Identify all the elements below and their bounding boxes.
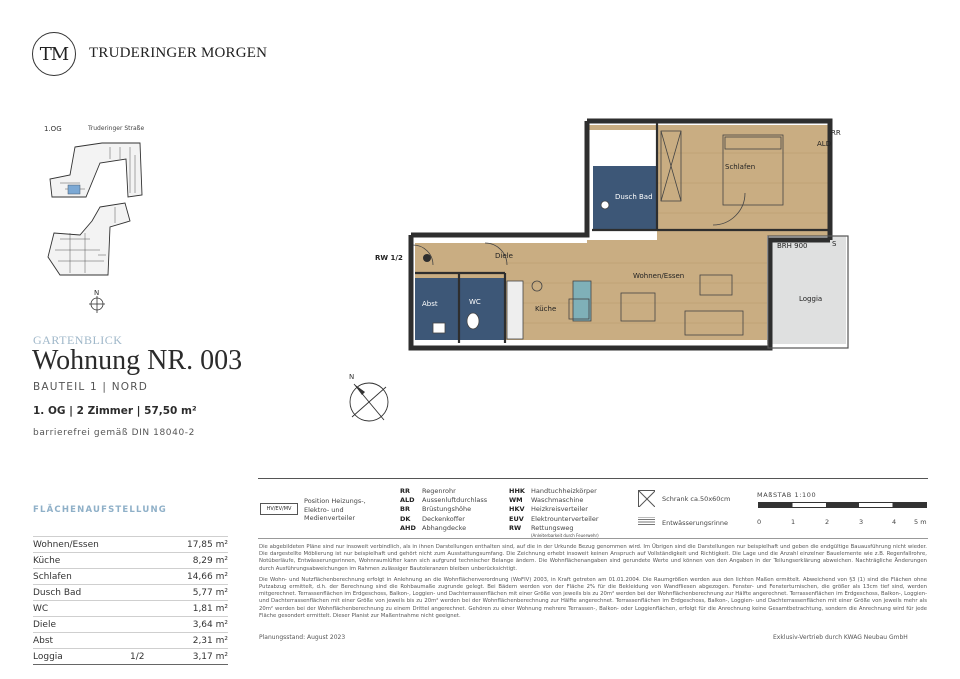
- abbreviation-list-2: HHK Handtuchheizkörper WM Waschmaschine HKV Heizkreisverteiler EUV Elektrounterverteiler RW Rettungsweg (Anleiterbarkeit durch Feuerwehr): [509, 487, 599, 539]
- key-plan-map: [40, 135, 150, 280]
- svg-text:Loggia: Loggia: [799, 295, 823, 303]
- svg-text:ALD: ALD: [817, 140, 832, 148]
- scale-tick: 5 m: [914, 518, 927, 526]
- scale-tick: 4: [892, 518, 897, 526]
- area-row: Diele 3,64 m²: [33, 616, 228, 632]
- scale-tick: 1: [791, 518, 796, 526]
- distributor-symbol: HV/EV/MV: [260, 503, 298, 515]
- brand-name: TRUDERINGER MORGEN: [89, 45, 268, 61]
- area-row: Schlafen 14,66 m²: [33, 568, 228, 584]
- area-row: WC 1,81 m²: [33, 600, 228, 616]
- area-row: Dusch Bad 5,77 m²: [33, 584, 228, 600]
- distribution-note: Exklusiv-Vertrieb durch KWAG Neubau GmbH: [773, 634, 908, 641]
- drain-symbol: [638, 517, 655, 525]
- scale-tick: 3: [859, 518, 864, 526]
- svg-text:Wohnen/Essen: Wohnen/Essen: [633, 272, 685, 280]
- cabinet-text: Schrank ca.50x60cm: [662, 495, 731, 503]
- area-row: Küche 8,29 m²: [33, 552, 228, 568]
- svg-text:Abst: Abst: [422, 300, 438, 308]
- legend-bottom-rule: [258, 538, 928, 539]
- svg-text:N: N: [94, 289, 100, 297]
- apartment-subtitle: GARTENBLICK: [33, 333, 123, 347]
- scale-bar: [758, 502, 927, 508]
- svg-text:Diele: Diele: [495, 252, 513, 260]
- keyplan-street-label: Truderinger Straße: [88, 125, 145, 132]
- svg-text:BRH 900: BRH 900: [777, 242, 808, 250]
- svg-text:RW 1/2: RW 1/2: [375, 254, 403, 262]
- keyplan-north-arrow: [85, 287, 109, 315]
- svg-text:Küche: Küche: [535, 305, 557, 313]
- area-table-heading: FLÄCHENAUFSTELLUNG: [33, 505, 167, 515]
- area-row: Wohnen/Essen 17,85 m²: [33, 536, 228, 552]
- cabinet-symbol: [638, 490, 655, 507]
- svg-text:Dusch Bad: Dusch Bad: [615, 193, 653, 201]
- apartment-title: Wohnung NR. 003: [32, 345, 243, 376]
- scale-tick: 2: [825, 518, 830, 526]
- svg-text:Schlafen: Schlafen: [725, 163, 756, 171]
- svg-text:S: S: [832, 240, 837, 248]
- planning-status: Planungsstand: August 2023: [259, 634, 346, 641]
- area-table: [33, 536, 228, 665]
- svg-text:RR: RR: [831, 129, 841, 137]
- disclaimer-text: Die abgebildeten Pläne sind nur insoweit verbindlich, als in ihnen Darstellungen enthalten sind, auf die in der Urkunde Bezug genommen wird. Im Übrigen sind die Darstellungen nur beispielhaft und geben die endgültige Bauausführung nicht wieder. Die dargestellte Möblierung ist nur beispielhaft und gehört nicht zum Ausstattungsumfang. Die Zeichnung erhebt insoweit keinen Anspruch auf Vollständigkeit und Richtigkeit. Die Lage und die Anzahl einzelner Bauelemente wie z.B. Regenfallrohre, Notüberläufe, Entwässerungsrinnen, Wohnraumlüfter kann sich aufgrund technischer Belange ändern. Die Wohnflächenangaben sind gerundete Werte und können von den Angaben in der Teilungserklärung abweichen. Nachträgliche Änderungen durch Ausführungsabweichungen im Rahmen zulässiger Bautoleranzen bleiben unberücksichtigt. Die Wohn- und Nutzflächenberechnung erfolgt in Anlehnung an die Wohnflächenverordnung (WoFIV) 2003, in Kraft getreten am 01.01.2004. Die Raumgrößen werden aus den lichten Maßen ermittelt. Abweichend von §3 (1) sind die Flächen ohne Putzabzug ermittelt, d.h. der Berechnung sind die Rohbaumaße zugrunde gelegt. Bei Bädern werden von der Fläche 2% für die Bekleidung von Wandfliesen abgezogen. Fenster- und Fensterturnischen, die größer als 13cm tief sind, werden mitgerechnet. Terrassenflächen im Erdgeschoss, Balkon-, Loggien- und Dachterrassenflächen mit einer Größe von jeweils bis zu 20m² werden bei der Wohnflächenberechnung zur Hälfte angerechnet. Terrassenflächen im Erdgeschoss, Balkon-, Loggien- und Dachterrassenflächen mit einer Größe von jeweils bis zu 20m² werden bei der Wohnflächenberechnung zur Hälfte angerechnet. Terrassenflächen im Erdgeschoss, Balkon-, Loggien- und Dachterrassenflächen mit einer Größe von jeweils mehr als 20m² werden bei der Wohnflächenberechnung zu einem Drittel angerechnet. Gehören zu einer Wohnung mehrere Terrassen-, Balkon- oder Loggienflächen, erfolgt für die Anrechnung keine Gesamtbetrachtung, sondern die Anrechnung wird für jede Fläche gesondert ermittelt. Dieser Planist zur Maßentnahme nicht geeignet.: [259, 544, 927, 619]
- svg-text:N: N: [349, 373, 355, 381]
- abbreviation-list-1: RR Regenrohr ALD Aussenluftdurchlass BR Brüstungshöhe DK Deckenkoffer AHD Abhangdecke: [400, 487, 488, 532]
- scale-title: MAßSTAB 1:100: [757, 491, 817, 499]
- floor-plan: [375, 113, 855, 358]
- area-row: Abst 2,31 m²: [33, 632, 228, 648]
- keyplan-floor-label: 1.OG: [44, 125, 62, 133]
- legend-top-rule: [258, 478, 928, 479]
- drain-text: Entwässerungsrinne: [662, 519, 728, 527]
- logo-monogram: TM: [32, 32, 76, 76]
- area-row: Loggia 1/2 3,17 m²: [33, 648, 228, 665]
- distributor-text: Position Heizungs-, Elektro- und Medienverteiler: [304, 497, 366, 523]
- scale-tick: 0: [757, 518, 762, 526]
- apartment-accessibility: barrierefrei gemäß DIN 18040-2: [33, 428, 195, 438]
- compass-rose: [340, 370, 400, 428]
- apartment-building-part: BAUTEIL 1 | NORD: [33, 381, 148, 393]
- apartment-summary: 1. OG | 2 Zimmer | 57,50 m²: [33, 405, 197, 417]
- svg-text:WC: WC: [469, 298, 481, 306]
